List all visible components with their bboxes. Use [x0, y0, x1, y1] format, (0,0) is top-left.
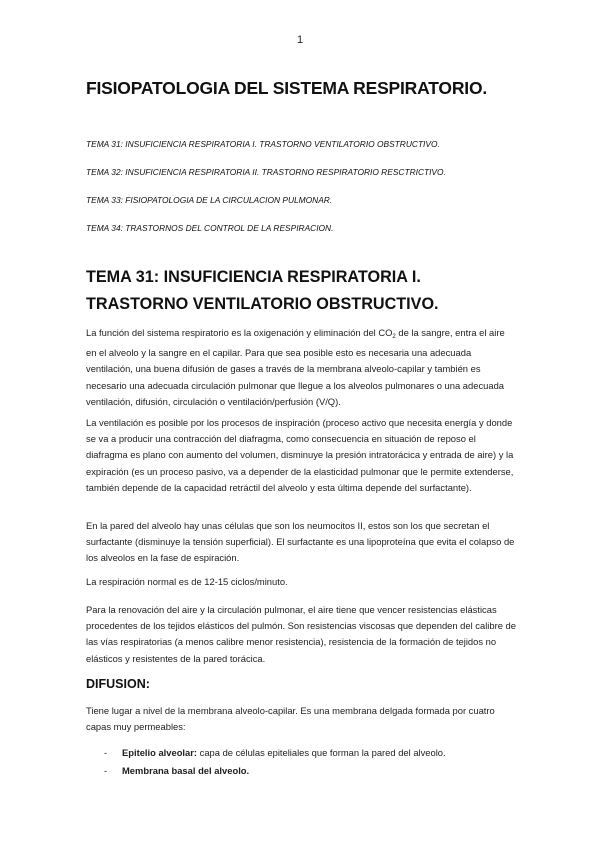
paragraph-membrane: Tiene lugar a nivel de la membrana alveolo-capilar. Es una membrana delgada formada por cuatro capas muy permeables:	[86, 705, 495, 733]
subscript: 2	[392, 334, 396, 340]
paragraph-resistances: Para la renovación del aire y la circulación pulmonar, el aire tiene que vencer resistencias elásticas procedentes de los tejidos elásticos del pulmón. Son resistencias viscosas que dependen del calibre de las vías respiratorias (a menos calibre menor resistencia), resistencia de la formación de tejidos no elásticos y resistentes de la pared torácica.	[86, 604, 516, 664]
paragraph-function	[86, 325, 516, 410]
toc-item: TEMA 33: FISIOPATOLOGIA DE LA CIRCULACION PULMONAR.	[86, 195, 333, 205]
bullet-term: Epitelio alveolar:	[122, 747, 198, 758]
bullet-list	[86, 744, 516, 780]
bullet-text: capa de células epiteliales que forman la pared del alveolo.	[197, 747, 446, 758]
paragraph-text: de la sangre, entra el aire en el alveolo y la sangre en el capilar. Para que sea posible esto es necesaria una adecuada ventilación, una buena difusión de gases a través de la membrana alveolo-capilar y también es necesario una adecuada circulación pulmonar que llegue a los alveolos pulmonares o una adecuada ventilación, difusión, circulación o ventilación/perfusión (V/Q).	[86, 327, 505, 407]
section-title: TEMA 31: INSUFICIENCIA RESPIRATORIA I. TRASTORNO VENTILATORIO OBSTRUCTIVO.	[86, 268, 439, 313]
paragraph-respiration-rate: La respiración normal es de 12-15 ciclos/minuto.	[86, 576, 288, 587]
paragraph-ventilation: La ventilación es posible por los procesos de inspiración (proceso activo que necesita energía y donde se va a producir una contracción del diafragma, como consecuencia en situación de reposo el diafragma es plano con aumento del volumen, disminuye la presión intratorácica y entrada de aire) y la expiración (es un proceso pasivo, va a depender de la elasticidad pulmonar que le permite extenderse, también depende de la capacidad retráctil del alveolo y esta última depende del surfactante).	[86, 417, 514, 493]
paragraph-surfactant: En la pared del alveolo hay unas células que son los neumocitos II, estos son los que secretan el surfactante (disminuye la tensión superficial). El surfactante es una lipoproteína que evita el colapso de los alveolos en la fase de espiración.	[86, 520, 515, 564]
page-number: 1	[296, 34, 304, 46]
list-item	[86, 762, 516, 780]
bullet-dash: -	[104, 765, 108, 776]
document-title: FISIOPATOLOGIA DEL SISTEMA RESPIRATORIO.	[86, 78, 488, 98]
toc-item: TEMA 34: TRASTORNOS DEL CONTROL DE LA RESPIRACION.	[86, 223, 334, 233]
table-of-contents	[86, 139, 526, 251]
subheading-difusion: DIFUSION:	[86, 677, 150, 691]
list-item	[86, 744, 516, 762]
toc-item: TEMA 32: INSUFICIENCIA RESPIRATORIA II. TRASTORNO RESPIRATORIO RESCTRICTIVO.	[86, 167, 446, 177]
bullet-term: Membrana basal del alveolo.	[122, 765, 250, 776]
toc-item: TEMA 31: INSUFICIENCIA RESPIRATORIA I. TRASTORNO VENTILATORIO OBSTRUCTIVO.	[86, 139, 440, 149]
paragraph-text: La función del sistema respiratorio es la oxigenación y eliminación del CO	[86, 327, 393, 338]
bullet-dash: -	[104, 747, 108, 758]
